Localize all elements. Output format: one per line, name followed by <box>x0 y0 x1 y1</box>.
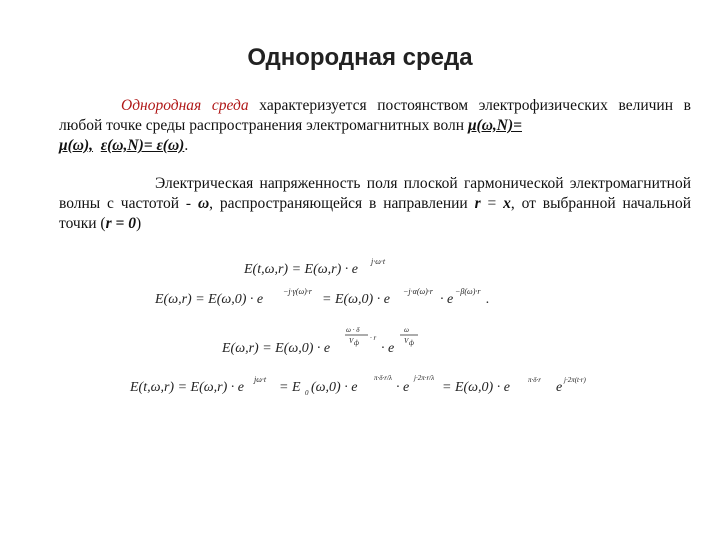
formula-mu-n: μ(ω,N)= <box>467 117 522 134</box>
formula-3-mid: · r <box>370 334 377 342</box>
formula-2-part-c: · e <box>440 292 454 307</box>
formula-1-exponent: j·ω·t <box>371 257 386 266</box>
symbol-omega: ω <box>197 195 210 212</box>
formula-1 <box>243 257 386 277</box>
formula-4-exponent-f: j·2π(t·r) <box>564 376 586 384</box>
term-homogeneous-medium: Однородная среда <box>121 97 249 114</box>
formula-2-end: . <box>486 292 490 307</box>
formula-4-part-a: E(t,ω,r) = E(ω,r) · e <box>130 380 244 395</box>
paragraph2-text1: Электрическая напряженность поля плоской гармонической электромагнитной волны с частотой - <box>59 175 691 212</box>
paragraph1-text: характеризуется постоянством электрофизических величин в любой точке среды распространения электромагнитных волн <box>59 97 691 134</box>
formula-4-part-b: = E <box>279 380 301 395</box>
formula-epsilon: ε(ω,N)= ε(ω) <box>100 137 185 154</box>
formula-4 <box>129 374 586 397</box>
formula-4-exponent-c: π·δ·r/λ <box>374 374 392 382</box>
formula-2-exponent-c: −β(ω)·r <box>455 287 481 296</box>
formula-3-denominator-1-sub: ф <box>354 339 359 347</box>
symbol-r-zero: r = 0 <box>105 215 136 232</box>
formula-2-exponent-a: −j·γ(ω)·r <box>283 287 312 296</box>
formula-3-part-a: E(ω,r) = E(ω,0) · e <box>222 341 331 356</box>
formula-3-denominator-2: V <box>404 337 409 345</box>
formula-4-exponent-e: π·δ·r <box>528 376 541 384</box>
formula-2-part-a: E(ω,r) = E(ω,0) · e <box>155 292 264 307</box>
formula-4-part-f: e <box>556 380 563 395</box>
formula-2 <box>154 287 490 307</box>
formula-1-lhs: E(t,ω,r) = E(ω,r) · e <box>244 262 358 277</box>
formula-4-subscript: 0 <box>305 389 309 397</box>
paragraph2-text4: ) <box>135 215 142 232</box>
formula-4-part-d: · e <box>396 380 410 395</box>
formula-3-denominator-2-sub: ф <box>409 339 414 347</box>
symbol-x: x <box>503 195 511 212</box>
slide-title: Однородная среда <box>247 44 473 71</box>
formula-2-exponent-b: −j·α(ω)·r <box>403 287 433 296</box>
symbol-r: r <box>474 195 481 212</box>
formula-4-exponent-d: j·2π·r/λ <box>414 374 435 382</box>
formula-4-part-e: = E(ω,0) · e <box>442 380 510 395</box>
formula-4-part-c: (ω,0) · e <box>311 380 358 395</box>
paragraph2-eq: = <box>480 195 497 212</box>
paragraph2-text2: , распространяющейся в направлении <box>209 195 475 212</box>
formula-3-part-b: · e <box>381 341 395 356</box>
formula-2-part-b: = E(ω,0) · e <box>322 292 390 307</box>
formula-4-exponent-a: jω·t <box>254 375 267 384</box>
paragraph2-text3: , от выбранной начальной точки ( <box>59 195 691 232</box>
formula-mu: μ(ω), <box>59 137 94 154</box>
formula-3-numerator-2: ω <box>404 326 409 334</box>
formula-3-denominator-1: V <box>349 337 354 345</box>
formula-3 <box>221 326 418 356</box>
paragraph1-period: . <box>184 137 189 154</box>
formula-3-numerator-1: ω · δ <box>346 326 360 334</box>
